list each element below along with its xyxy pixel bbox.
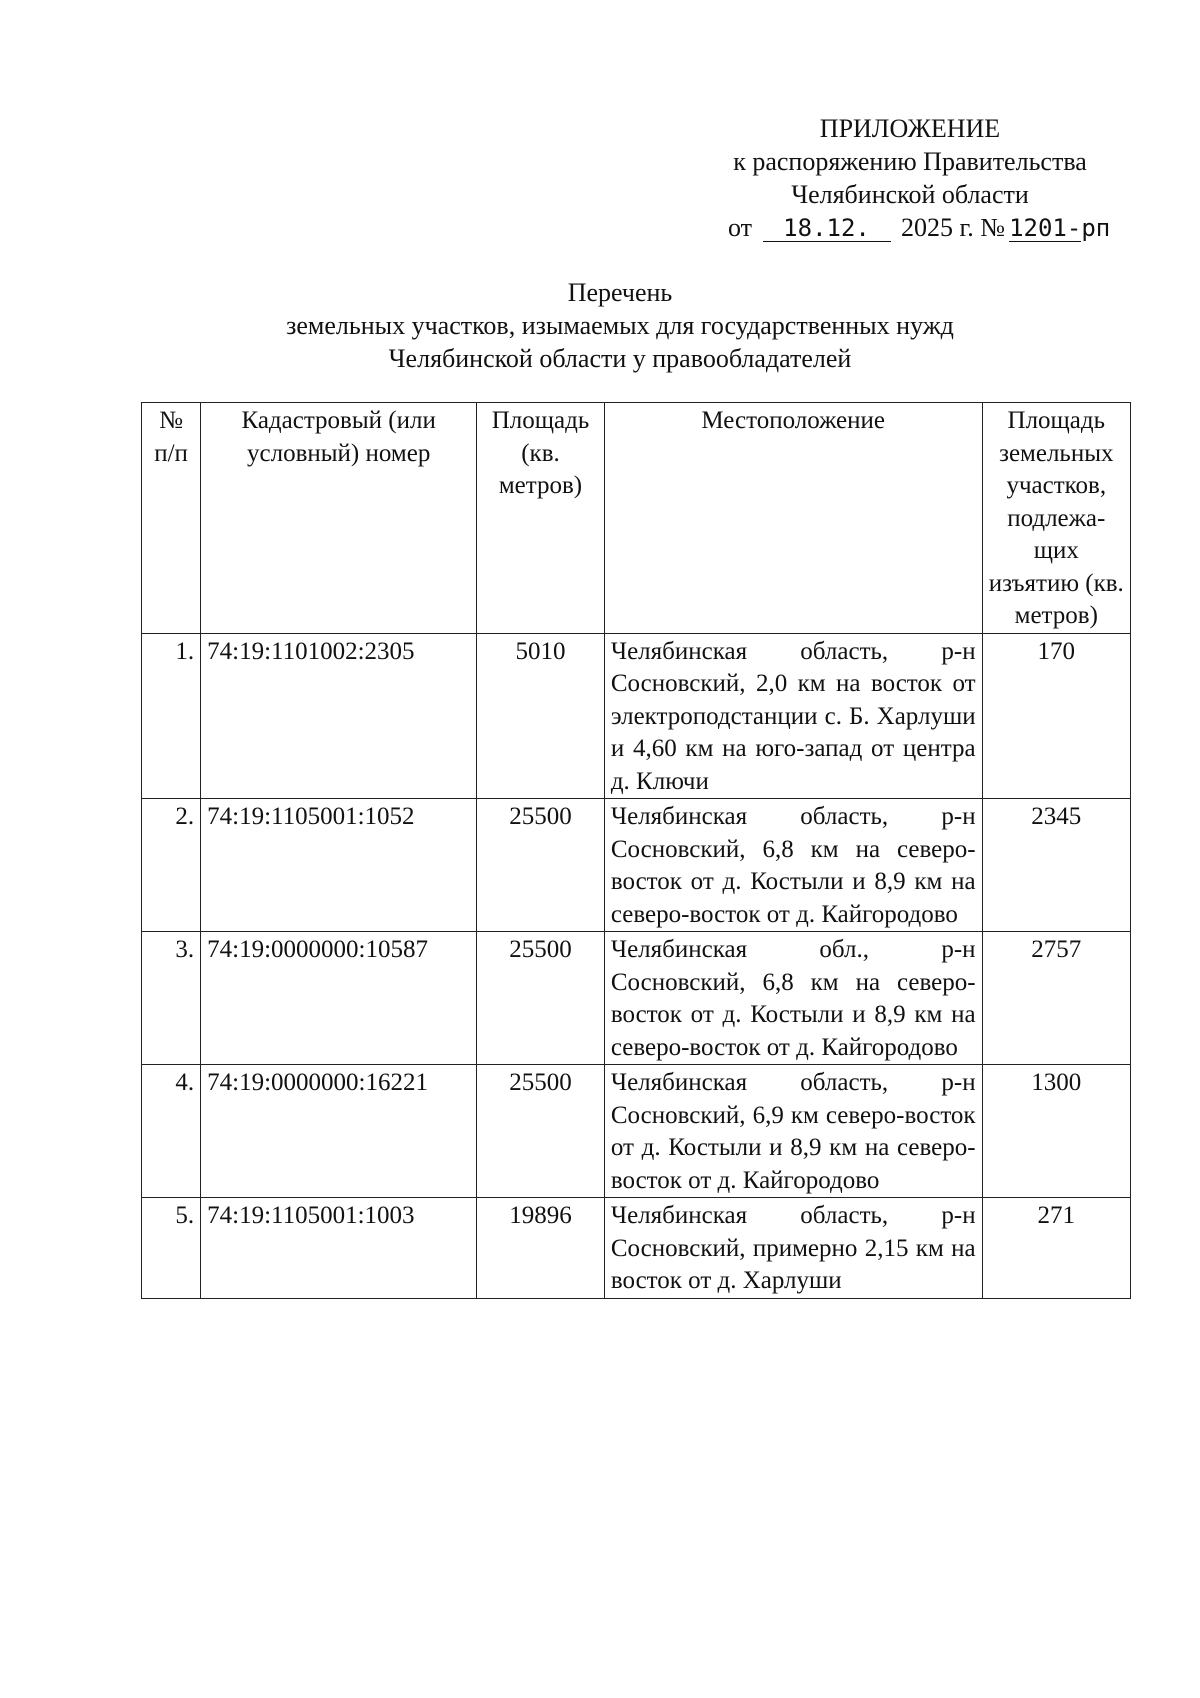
land-parcels-table	[141, 402, 1131, 1299]
row-cadastral: 74:19:0000000:16221	[201, 1065, 477, 1198]
order-number: 1201-рп	[1009, 214, 1111, 242]
row-location: Челябинская область, р-н Сосновский, 6,9 км северо-восток от д. Костыли и 8,9 км на северо-восток от д. Кайгородово	[604, 1065, 982, 1198]
header-seized-area: Площадь земельных участков, подлежа-щих изъятию (кв. метров)	[982, 403, 1130, 634]
appendix-line-2: Челябинской области	[791, 180, 1029, 209]
row-seized-area: 2757	[982, 932, 1130, 1065]
row-number: 2.	[142, 799, 201, 932]
row-number: 5.	[142, 1198, 201, 1299]
header-num: № п/п	[142, 403, 201, 634]
row-seized-area: 2345	[982, 799, 1130, 932]
heading-line-1: Перечень	[567, 278, 673, 307]
row-location: Челябинская область, р-н Сосновский, примерно 2,15 км на восток от д. Харлуши	[604, 1198, 982, 1299]
appendix-title: ПРИЛОЖЕНИЕ	[819, 114, 1001, 143]
date-prefix: от	[728, 213, 753, 242]
row-cadastral: 74:19:0000000:10587	[201, 932, 477, 1065]
heading-line-2: земельных участков, изымаемых для государственных нужд	[286, 311, 954, 340]
table-row	[142, 932, 1131, 1065]
table-row	[142, 799, 1131, 932]
row-area: 19896	[477, 1198, 605, 1299]
appendix-reference	[700, 211, 1120, 244]
row-seized-area: 170	[982, 633, 1130, 799]
row-number: 1.	[142, 633, 201, 799]
table-row	[142, 1065, 1131, 1198]
row-cadastral: 74:19:1105001:1003	[201, 1198, 477, 1299]
row-area: 25500	[477, 799, 605, 932]
document-heading	[160, 276, 1080, 375]
row-location: Челябинская область, р-н Сосновский, 6,8 км на северо-восток от д. Костыли и 8,9 км на северо-восток от д. Кайгородово	[604, 799, 982, 932]
row-number: 3.	[142, 932, 201, 1065]
row-location: Челябинская область, р-н Сосновский, 2,0 км на восток от электроподстанции с. Б. Харлуши и 4,60 км на юго-запад от центра д. Ключи	[604, 633, 982, 799]
heading-line-3: Челябинской области у правообладателей	[388, 344, 852, 373]
table-header-row	[142, 403, 1131, 634]
header-location: Местоположение	[604, 403, 982, 634]
row-area: 25500	[477, 1065, 605, 1198]
row-number: 4.	[142, 1065, 201, 1198]
row-area: 25500	[477, 932, 605, 1065]
row-location: Челябинская обл., р-н Сосновский, 6,8 км на северо-восток от д. Костыли и 8,9 км на северо-восток от д. Кайгородово	[604, 932, 982, 1065]
appendix-line-1: к распоряжению Правительства	[733, 147, 1087, 176]
row-area: 5010	[477, 633, 605, 799]
row-seized-area: 1300	[982, 1065, 1130, 1198]
appendix-block	[700, 112, 1120, 244]
order-date: 18.12.	[763, 215, 891, 242]
table-row	[142, 633, 1131, 799]
row-cadastral: 74:19:1105001:1052	[201, 799, 477, 932]
row-cadastral: 74:19:1101002:2305	[201, 633, 477, 799]
header-cadastral: Кадастровый (или условный) номер	[201, 403, 477, 634]
header-area: Площадь (кв. метров)	[477, 403, 605, 634]
order-year: 2025 г. №	[901, 213, 1006, 242]
table-row	[142, 1198, 1131, 1299]
row-seized-area: 271	[982, 1198, 1130, 1299]
